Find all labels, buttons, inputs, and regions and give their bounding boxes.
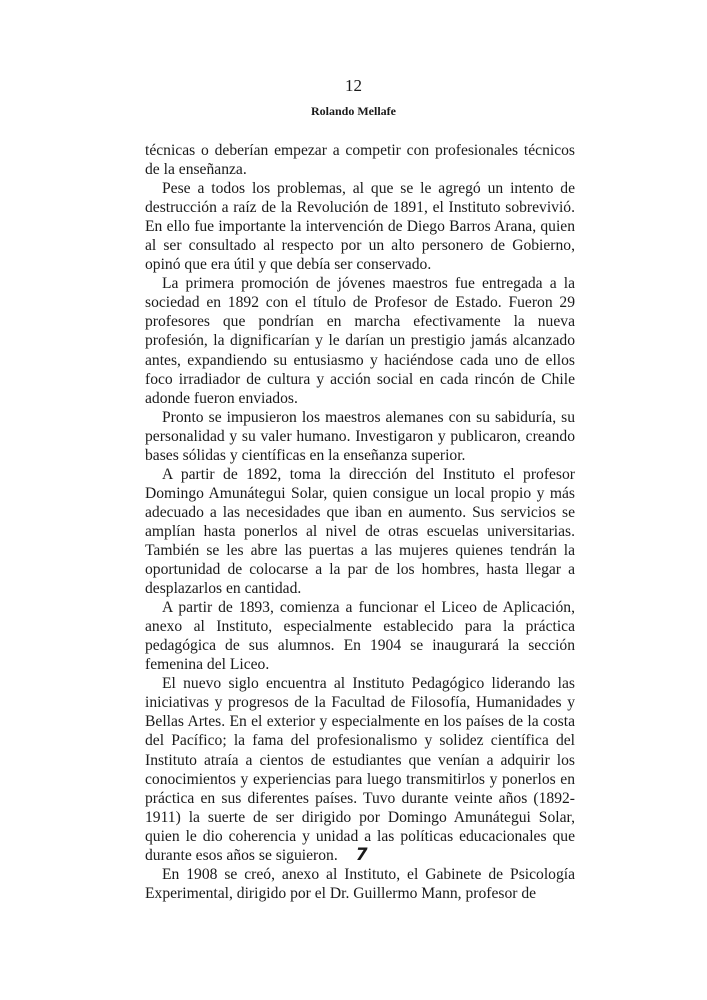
paragraph-direccion-amunategui: A partir de 1892, toma la dirección del Instituto el profesor Domingo Amunátegui Solar, quien consigue un local propio y más adecuado a las necesidades que iban en aumento. Sus servicios se amplían hasta ponerlos al nivel de otras escuelas universitarias. También se les abre las puertas a las mujeres quienes tendrán la oportunidad de colocarse a la par de los hombres, hasta llegar a desplazarlos en cantidad. (145, 465, 575, 598)
running-head-author: Rolando Mellafe (311, 104, 396, 118)
paragraph-nuevo-siglo (145, 674, 575, 864)
page-number: 12 (345, 76, 362, 95)
paragraph-revolucion-1891: Pese a todos los problemas, al que se le agregó un intento de destrucción a raíz de la Revolución de 1891, el Instituto sobrevivió. En ello fue importante la intervención de Diego Barros Arana, quien al ser consultado al respecto por un alto personero de Gobierno, opinó que era útil y que debía ser conservado. (145, 180, 575, 274)
paragraph-maestros-alemanes: Pronto se impusieron los maestros alemanes con su sabiduría, su personalidad y su valer humano. Investigaron y publicaron, creando bases sólidas y científicas en la enseñanza superior. (145, 408, 575, 464)
paragraph-liceo-aplicacion: A partir de 1893, comienza a funcionar el Liceo de Aplicación, anexo al Instituto, especialmente establecido para la práctica pedagógica de sus alumnos. En 1904 se inaugurará la sección femenina del Liceo. (145, 599, 575, 674)
paragraph-primera-promocion: La primera promoción de jóvenes maestros fue entregada a la sociedad en 1892 con el título de Profesor de Estado. Fueron 29 profesores que pondrían en marcha efectivamente la nueva profesión, la dignificarían y le darían un prestigio jamás alcanzado antes, expandiendo su entusiasmo y haciéndose cada uno de ellos foco irradiador de cultura y acción social en cada rincón de Chile adonde fueron enviados. (145, 275, 575, 407)
paragraph-nuevo-siglo-text: El nuevo siglo encuentra al Instituto Pedagógico liderando las iniciativas y progresos de la Facultad de Filosofía, Humanidades y Bellas Artes. En el exterior y especialmente en los países de la costa del Pacífico; la fama del profesionalismo y solidez científica del Instituto atraía a cientos de estudiantes que venían a adquirir los conocimientos y experiencias para luego transmitirlos y ponerlos en práctica en sus diferentes países. Tuvo durante veinte años (1892-1911) la suerte de ser dirigido por Domingo Amunátegui Solar, quien le dio coherencia y unidad a las políticas educacionales que durante esos años se siguieron. (145, 675, 575, 864)
body-text (145, 141, 575, 903)
handwritten-mark: 7 (355, 844, 368, 865)
paragraph-continuation: técnicas o deberían empezar a competir con profesionales técnicos de la enseñanza. (145, 142, 575, 179)
paragraph-gabinete-psicologia: En 1908 se creó, anexo al Instituto, el Gabinete de Psicología Experimental, dirigido por el Dr. Guillermo Mann, profesor de (145, 865, 575, 902)
